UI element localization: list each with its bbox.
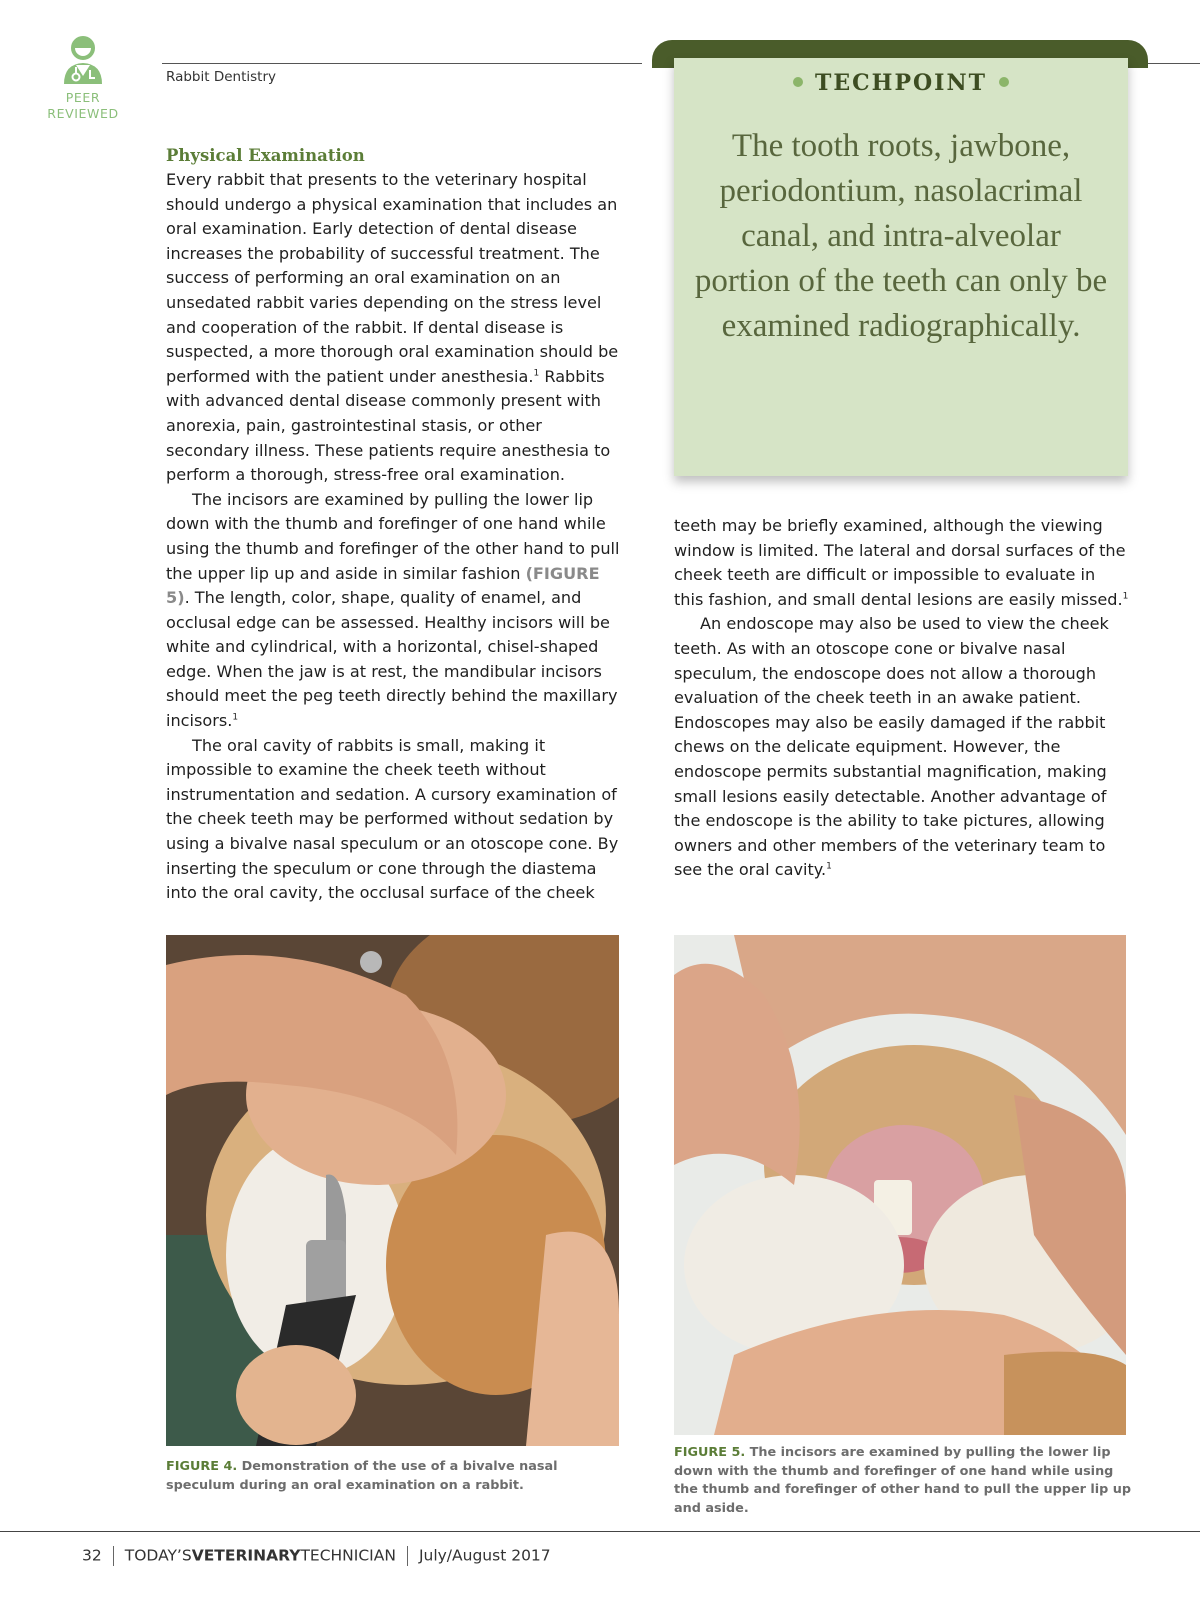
badge-line-2: REVIEWED [47, 106, 119, 121]
figure-label: FIGURE 4. [166, 1459, 238, 1474]
figure-5-caption [674, 1444, 1134, 1518]
magazine-title-part: VETERINARY [191, 1546, 301, 1565]
section-title: Rabbit Dentistry [166, 69, 276, 85]
bullet-dot-icon [999, 77, 1009, 87]
badge-line-1: PEER [65, 90, 101, 105]
paragraph [166, 168, 621, 488]
paragraph-text: Rabbits with advanced dental disease commonly present with anorexia, pain, gastrointestinal stasis, or other secondary illness. These patients require anesthesia to perform a thorough, stress-free oral examination. [166, 366, 611, 485]
paragraph [674, 514, 1129, 612]
peer-reviewed-badge [38, 34, 128, 122]
paragraph-text: The incisors are examined by pulling the lower lip down with the thumb and forefinger of one hand while using the thumb and forefinger of the other hand to pull the upper lip up and aside in similar fashion [166, 489, 620, 583]
magazine-title-part: TODAY’S [124, 1546, 192, 1565]
header-rule [162, 63, 642, 64]
paragraph-text: Every rabbit that presents to the veterinary hospital should undergo a physical examination that includes an oral examination. Early detection of dental disease increases the probability of successful treatment. The success of performing an oral examination on an unsedated rabbit varies depending on the stress level and cooperation of the rabbit. If dental disease is suspected, a more thorough oral examination should be performed with the patient under anesthesia. [166, 170, 619, 386]
page-footer [82, 1546, 551, 1566]
techpoint-quote: The tooth roots, jawbone, periodontium, nasolacrimal canal, and intra-alveolar portion of the teeth can only be examined radiographically. [694, 128, 1108, 344]
figure-label: FIGURE 5. [674, 1445, 746, 1460]
figure-5-photo [674, 935, 1126, 1435]
reference-marker: 1 [232, 712, 239, 723]
bullet-dot-icon [793, 77, 803, 87]
caption-text: The incisors are examined by pulling the lower lip down with the thumb and forefinger of one hand while using the thumb and forefinger of other hand to pull the upper lip up and aside. [674, 1445, 1132, 1516]
footer-divider [113, 1546, 114, 1566]
rabbit-speculum-photo [166, 935, 619, 1446]
paragraph [166, 488, 621, 734]
rabbit-incisors-photo [674, 935, 1126, 1435]
article-column-left [166, 144, 621, 906]
reference-marker: 1 [1122, 591, 1129, 602]
caption-text: Demonstration of the use of a bivalve nasal speculum during an oral examination on a rabbit. [166, 1459, 558, 1493]
section-heading: Physical Examination [166, 146, 365, 165]
magazine-title [125, 1547, 396, 1565]
paragraph [674, 612, 1129, 883]
magazine-title-part: TECHNICIAN [300, 1546, 396, 1565]
footer-divider [407, 1546, 408, 1566]
techpoint-title-text: TECHPOINT [815, 70, 987, 96]
paragraph: The oral cavity of rabbits is small, making it impossible to examine the cheek teeth without instrumentation and sedation. A cursory examination of the cheek teeth may be performed without sedation by using a bivalve nasal speculum or an otoscope cone. By inserting the speculum or cone through the diastema into the oral cavity, the occlusal surface of the cheek [166, 735, 619, 903]
paragraph-text: . The length, color, shape, quality of enamel, and occlusal edge can be assessed. Healthy incisors will be white and cylindrical, with a horizontal, chisel-shaped edge. When the jaw is at rest, the mandibular incisors should meet the peg teeth directly behind the maxillary incisors. [166, 588, 618, 731]
paragraph-text: An endoscope may also be used to view the cheek teeth. As with an otoscope cone or bivalve nasal speculum, the endoscope does not allow a thorough evaluation of the cheek teeth in an awake patient. Endoscopes may also be easily damaged if the rabbit chews on the delicate equipment. However, the endoscope permits substantial magnification, making small lesions easily detectable. Another advantage of the endoscope is the ability to take pictures, allowing owners and other members of the veterinary team to see the oral cavity. [674, 614, 1109, 880]
techpoint-title [674, 70, 1128, 96]
doctor-icon [61, 34, 105, 86]
paragraph-text: teeth may be briefly examined, although the viewing window is limited. The lateral and dorsal surfaces of the cheek teeth are difficult or impossible to evaluate in this fashion, and small dental lesions are easily missed. [674, 516, 1126, 609]
article-column-right [674, 514, 1129, 883]
figure-4-caption [166, 1458, 621, 1495]
header-rule-right [1148, 63, 1200, 64]
reference-marker: 1 [533, 368, 540, 379]
footer-rule [0, 1531, 1200, 1532]
page-number: 32 [82, 1546, 102, 1565]
techpoint-callout [674, 58, 1128, 476]
figure-4-photo [166, 935, 619, 1446]
reference-marker: 1 [826, 861, 832, 872]
issue-date: July/August 2017 [418, 1546, 551, 1565]
figure-reference[interactable]: (FIGURE 5) [166, 563, 600, 608]
